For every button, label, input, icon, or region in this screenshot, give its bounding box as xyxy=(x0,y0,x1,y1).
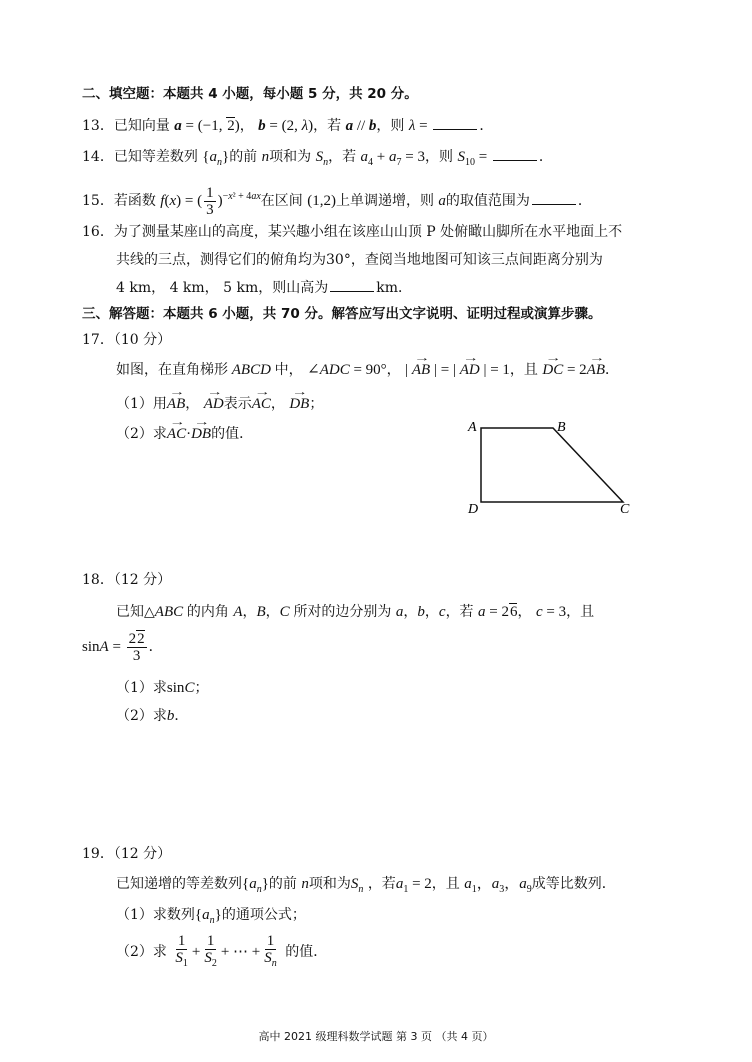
trapezoid-figure xyxy=(462,412,642,522)
question-16-line-3: 4 km， 4 km， 5 km，则山高为 km． xyxy=(116,277,412,298)
q13-number: 13． xyxy=(82,118,114,134)
q18-number: 18． xyxy=(82,572,114,588)
question-19-part-2: （2）求 $\frac{1}{S_1}$ + $\frac{1}{S_2}$ + ⋯ + $\frac{1}{S_n}$ 的值． xyxy=(116,932,328,969)
vertex-label-d: D xyxy=(468,502,479,517)
question-13: 13．已知向量 a = (−1, 2)， b = (2, λ)，若 a // b，则 λ = ． xyxy=(82,115,493,136)
q14-answer-blank xyxy=(493,146,537,161)
section-3-heading: 三、解答题：本题共 6 小题，共 70 分。解答应写出文字说明、证明过程或演算步骤。 xyxy=(82,306,602,322)
q15-number: 15． xyxy=(82,193,114,209)
q14-number: 14． xyxy=(82,149,114,165)
question-18-part-2: （2）求b． xyxy=(116,708,189,724)
q16-answer-blank xyxy=(330,277,374,292)
question-19-header xyxy=(82,844,171,864)
question-16-line-2: 共线的三点，测得它们的俯角均为30°，查阅当地地图可知该三点间距离分别为 xyxy=(116,252,603,268)
vertex-label-b: B xyxy=(557,420,566,435)
question-17-statement: 如图，在直角梯形 ABCD 中， ∠ADC = 90°， | → AB | = | → AD | = 1，且 → DC = 2→ AB． xyxy=(116,360,619,380)
q19-score: （12 分） xyxy=(113,846,172,862)
q16-number: 16． xyxy=(82,224,114,240)
vertex-label-c: C xyxy=(620,502,630,517)
q19-number: 19． xyxy=(82,846,114,862)
question-18-part-1: （1）求sinC； xyxy=(116,680,209,696)
question-14: 14．已知等差数列 $\{a_n\}$的前 n项和为 $S_n$，若 $a_4 + a_7 = 3$，则 $S_{10}$ = ． xyxy=(82,146,553,173)
question-19-statement: 已知递增的等差数列$\{a_n\}$的前 n项和为$S_n$ ，若$a_1 = 2$，且 $a_1$，$a_3$，$a_9$成等比数列． xyxy=(116,876,616,895)
question-17-header xyxy=(82,330,171,350)
question-18-statement: 已知△ABC 的内角 A，B，C 所对的边分别为 a，b，c，若 a = 26， c = 3，且 xyxy=(116,604,595,620)
question-15: 15．若函数 f(x) = ( $\frac{1}{3}$ )$^{-x^2 + 4ax}$在区间 (1,2)上单调递增，则 a的取值范围为 ． xyxy=(82,184,592,218)
vertex-label-a: A xyxy=(468,420,477,435)
question-16-line-1: 16．为了测量某座山的高度，某兴趣小组在该座山山顶 P 处俯瞰山脚所在水平地面上不 xyxy=(82,224,623,240)
page-footer: 高中 2021 级理科数学试题 第 3 页 （共 4 页） xyxy=(258,1030,494,1043)
q17-number: 17． xyxy=(82,332,114,348)
question-18-sinA: sinA = $\frac{22}{3}$ ． xyxy=(82,630,163,664)
q17-score: （10 分） xyxy=(113,332,172,348)
question-18-header xyxy=(82,570,171,590)
trapezoid-shape xyxy=(481,428,623,502)
q13-answer-blank xyxy=(433,115,477,130)
section-2-heading: 二、填空题：本题共 4 小题，每小题 5 分，共 20 分。 xyxy=(82,86,418,102)
q18-score: （12 分） xyxy=(113,572,172,588)
q15-answer-blank xyxy=(532,190,576,205)
question-19-part-1: （1）求数列$\{a_n\}$的通项公式； xyxy=(116,907,306,926)
question-17-part-2: （2）求→ AC·→ DB的值． xyxy=(116,424,253,444)
question-17-part-1: （1）用→ AB， → AD表示→ AC， → DB； xyxy=(116,394,323,414)
